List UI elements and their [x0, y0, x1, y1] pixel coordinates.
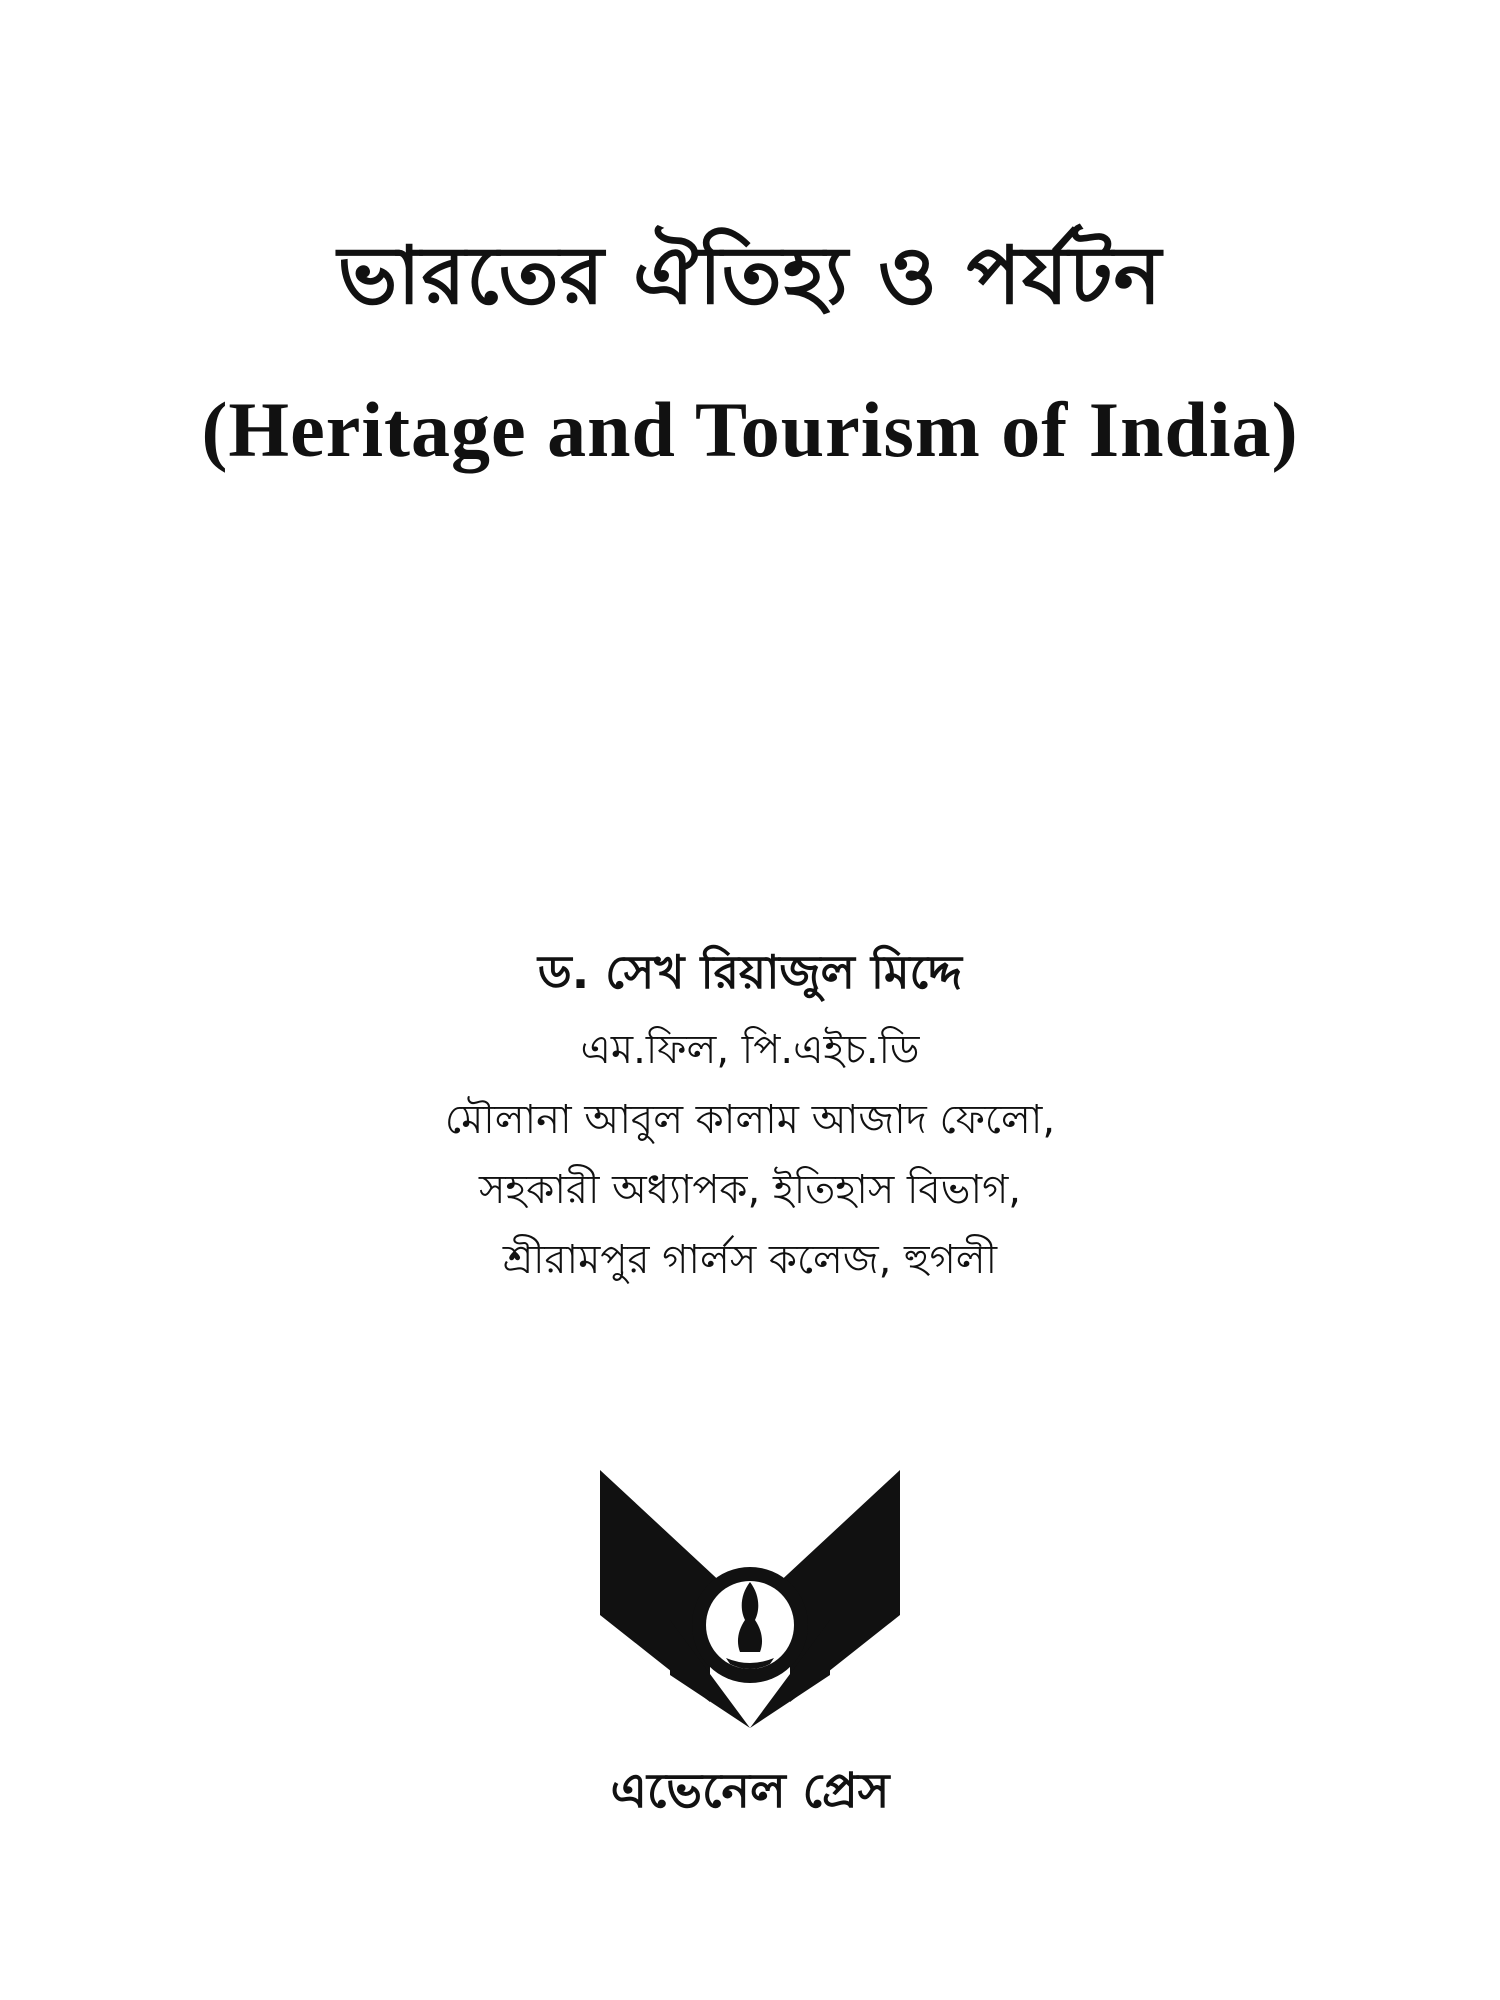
- author-name: ড. সেখ রিয়াজুল মিদ্দে: [537, 945, 963, 999]
- author-institution: শ্রীরামপুর গার্লস কলেজ, হুগলী: [502, 1237, 998, 1283]
- author-position: সহকারী অধ্যাপক, ইতিহাস বিভাগ,: [478, 1167, 1022, 1213]
- publisher-logo-icon: [590, 1470, 910, 1730]
- publisher-name: এভেনেল প্রেস: [610, 1763, 890, 1819]
- book-title-bengali: ভারতের ঐতিহ্য ও পর্যটন: [337, 229, 1163, 322]
- author-fellowship: মৌলানা আবুল কালাম আজাদ ফেলো,: [444, 1097, 1056, 1143]
- book-title-english: (Heritage and Tourism of India): [201, 386, 1299, 473]
- author-degrees: এম.ফিল, পি.এইচ.ডি: [580, 1027, 920, 1073]
